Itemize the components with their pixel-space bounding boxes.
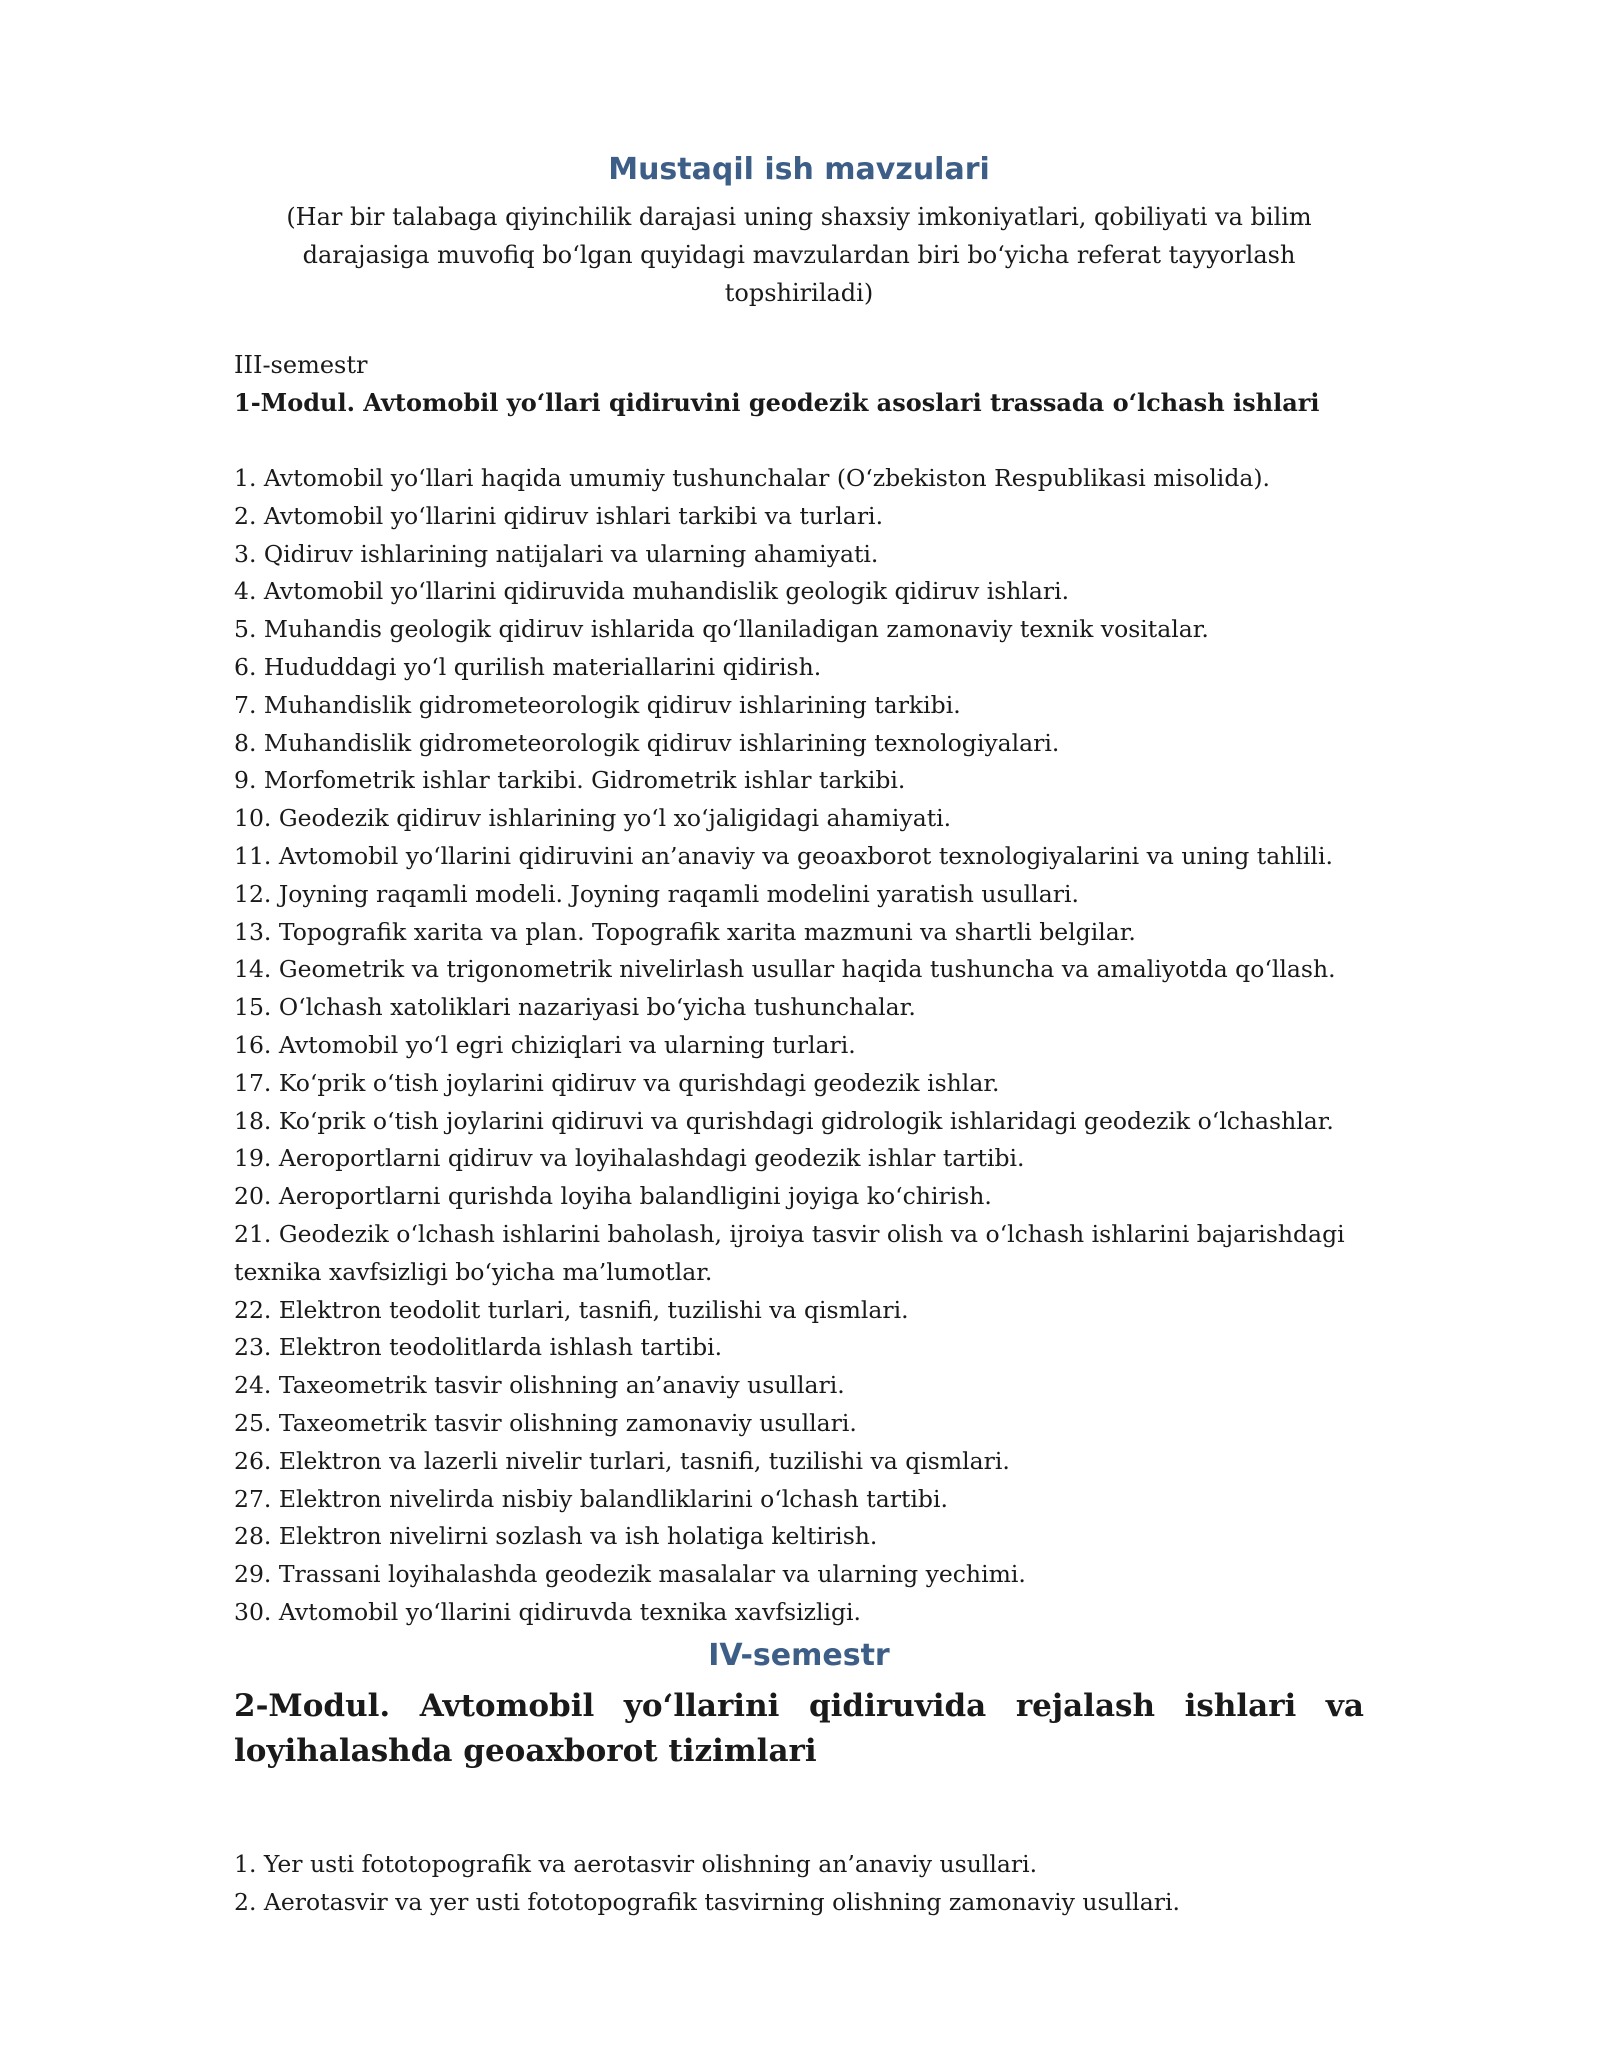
semester-heading-4: IV-semestr xyxy=(708,1637,890,1673)
list-item: 25. Taxeometrik tasvir olishning zamonaviy usullari. xyxy=(234,1408,857,1437)
list-item: 7. Muhandislik gidrometeorologik qidiruv ishlarining tarkibi. xyxy=(234,690,961,719)
list-item: 21. Geodezik o‘lchash ishlarini baholash, ijroiya tasvir olish va o‘lchash ishlarini bajarishdagi texnika xavfsizligi bo‘yicha ma’lumotlar. xyxy=(234,1219,1345,1286)
list-item: 2. Avtomobil yo‘llarini qidiruv ishlari tarkibi va turlari. xyxy=(234,501,884,530)
list-item: 26. Elektron va lazerli nivelir turlari, tasnifi, tuzilishi va qismlari. xyxy=(234,1446,1010,1475)
list-item: 17. Ko‘prik o‘tish joylarini qidiruv va qurishdagi geodezik ishlar. xyxy=(234,1068,1000,1097)
list-item: 18. Ko‘prik o‘tish joylarini qidiruvi va qurishdagi gidrologik ishlaridagi geodezik o‘lchashlar. xyxy=(234,1106,1334,1135)
list-item: 2. Aerotasvir va yer usti fototopografik tasvirning olishning zamonaviy usullari. xyxy=(234,1887,1180,1916)
list-item: 3. Qidiruv ishlarining natijalari va ularning ahamiyati. xyxy=(234,539,879,568)
list-item: 10. Geodezik qidiruv ishlarining yo‘l xo‘jaligidagi ahamiyati. xyxy=(234,804,952,833)
list-item: 30. Avtomobil yo‘llarini qidiruvda texnika xavfsizligi. xyxy=(234,1597,862,1626)
list-item: 15. O‘lchash xatoliklari nazariyasi bo‘yicha tushunchalar. xyxy=(234,993,916,1022)
topic-list-2 xyxy=(234,1846,1364,1922)
topic-list-1 xyxy=(234,460,1364,1632)
list-item: 27. Elektron nivelirda nisbiy balandliklarini o‘lchash tartibi. xyxy=(234,1484,948,1513)
module-title-1: 1-Modul. Avtomobil yo‘llari qidiruvini geodezik asoslari trassada o‘lchash ishlari xyxy=(234,388,1320,417)
list-item: 8. Muhandislik gidrometeorologik qidiruv ishlarining texnologiyalari. xyxy=(234,728,1060,757)
document-page xyxy=(234,148,1364,1921)
list-item: 29. Trassani loyihalashda geodezik masalalar va ularning yechimi. xyxy=(234,1560,1026,1589)
list-item: 9. Morfometrik ishlar tarkibi. Gidrometrik ishlar tarkibi. xyxy=(234,766,906,795)
semester-label-3: III-semestr xyxy=(234,351,368,379)
list-item: 24. Taxeometrik tasvir olishning an’anaviy usullari. xyxy=(234,1371,845,1400)
list-item: 23. Elektron teodolitlarda ishlash tartibi. xyxy=(234,1333,723,1362)
page-subtitle: (Har bir talabaga qiyinchilik darajasi uning shaxsiy imkoniyatlari, qobiliyati va bilim darajasiga muvofiq bo‘lgan quyidagi mavzulardan biri bo‘yicha referat tayyorlash topshiriladi) xyxy=(286,203,1312,307)
list-item: 12. Joyning raqamli modeli. Joyning raqamli modelini yaratish usullari. xyxy=(234,879,1079,908)
list-item: 5. Muhandis geologik qidiruv ishlarida qo‘llaniladigan zamonaviy texnik vositalar. xyxy=(234,615,1209,644)
list-item: 20. Aeroportlarni qurishda loyiha balandligini joyiga ko‘chirish. xyxy=(234,1182,992,1211)
list-item: 6. Hududdagi yo‘l qurilish materiallarini qidirish. xyxy=(234,652,822,681)
list-item: 1. Yer usti fototopografik va aerotasvir olishning an’anaviy usullari. xyxy=(234,1849,1038,1878)
list-item: 13. Topografik xarita va plan. Topografik xarita mazmuni va shartli belgilar. xyxy=(234,917,1136,946)
list-item: 4. Avtomobil yo‘llarini qidiruvida muhandislik geologik qidiruv ishlari. xyxy=(234,577,1070,606)
list-item: 14. Geometrik va trigonometrik nivelirlash usullar haqida tushuncha va amaliyotda qo‘llash. xyxy=(234,955,1336,984)
list-item: 11. Avtomobil yo‘llarini qidiruvini an’anaviy va geoaxborot texnologiyalarini va uning tahlili. xyxy=(234,841,1333,870)
module-title-2: 2-Modul. Avtomobil yo‘llarini qidiruvida rejalash ishlari va loyihalashda geoaxborot tizimlari xyxy=(234,1687,1364,1769)
page-title: Mustaqil ish mavzulari xyxy=(608,152,990,187)
list-item: 1. Avtomobil yo‘llari haqida umumiy tushunchalar (O‘zbekiston Respublikasi misolida). xyxy=(234,464,1271,492)
list-item: 19. Aeroportlarni qidiruv va loyihalashdagi geodezik ishlar tartibi. xyxy=(234,1144,1025,1173)
list-item: 22. Elektron teodolit turlari, tasnifi, tuzilishi va qismlari. xyxy=(234,1295,909,1324)
list-item: 28. Elektron nivelirni sozlash va ish holatiga keltirish. xyxy=(234,1522,878,1551)
list-item: 16. Avtomobil yo‘l egri chiziqlari va ularning turlari. xyxy=(234,1030,856,1059)
